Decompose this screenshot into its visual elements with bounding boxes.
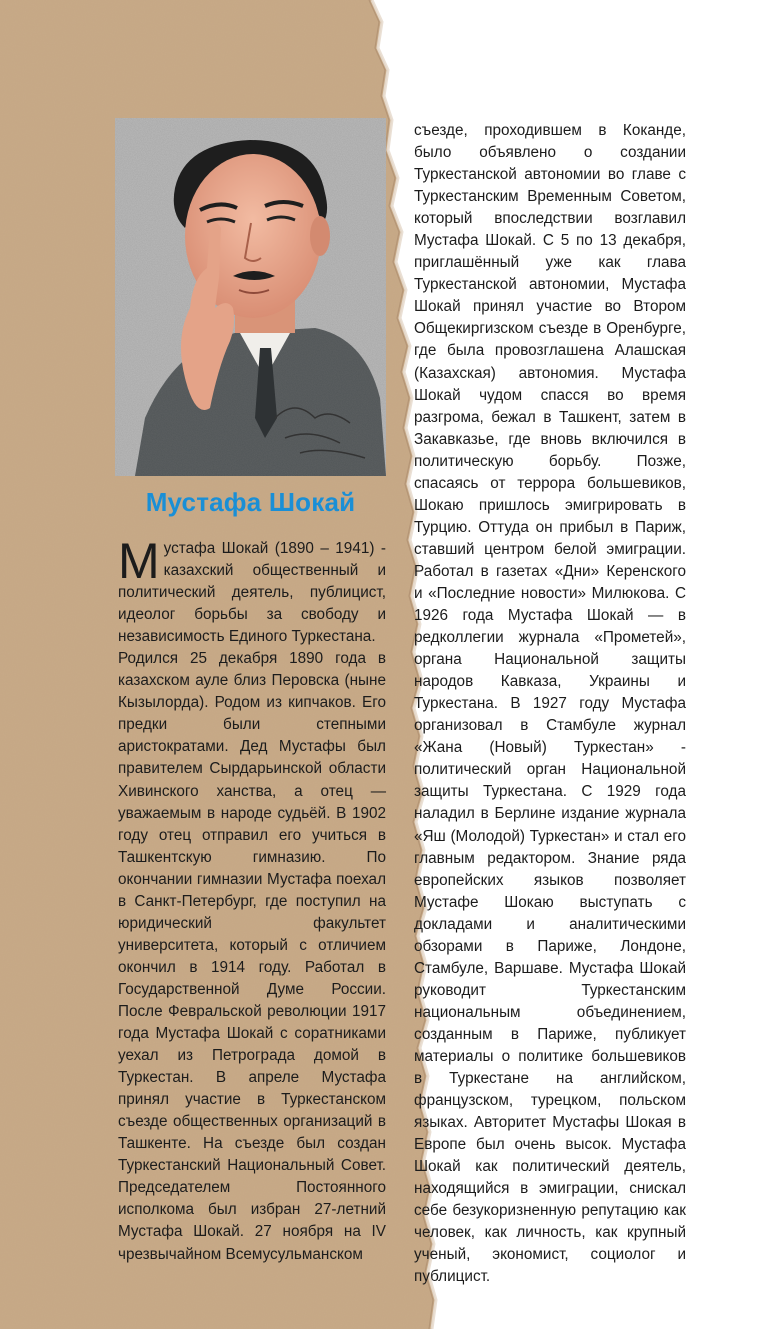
- intro-paragraph: [118, 533, 386, 648]
- left-text-column: [118, 533, 386, 1266]
- portrait-drawing: [115, 118, 386, 476]
- biography-continuation-paragraph: съезде, проходившем в Коканде, было объявлено о создании Туркестанской автономии во главе с Туркестанским Временным Советом, который впоследствии возглавил Мустафа Шокай. С 5 по 13 декабря, приглашённый уже как глава Туркестанской автономии, Мустафа Шокай принял участие во Втором Общекиргизском съезде в Оренбурге, где была провозглашена Алашская (Казахская) автономия. Мустафа Шокай чудом спасся во время разгрома, бежал в Ташкент, затем в Закавказье, где вновь включился в политическую борьбу. Позже, спасаясь от террора большевиков, Шокаю пришлось эмигрировать в Турцию. Оттуда он прибыл в Париж, ставший центром белой эмиграции. Работал в газетах «Дни» Керенского и «Последние новости» Милюкова. С 1926 года Мустафа Шокай — в редколлегии журнала «Прометей», органа Национальной защиты народов Кавказа, Украины и Туркестана. В 1927 году Мустафа организовал в Стамбуле журнал «Жана (Новый) Туркестан» - политический орган Национальной защиты Туркестана. С 1929 года наладил в Берлине издание журнала «Яш (Молодой) Туркестан» и стал его главным редактором. Знание ряда европейских языков позволяет Мустафе Шокаю выступать с докладами и аналитическими обзорами в Париже, Лондоне, Стамбуле, Варшаве. Мустафа Шокай руководит Туркестанским национальным объединением, созданным в Париже, публикует материалы о политике большевиков в Туркестане на английском, французском, турецком, польском языках. Авторитет Мустафы Шокая в Европе был очень высок. Мустафа Шокай как политический деятель, находящийся в эмиграции, снискал себе безукоризненную репутацию как человек, как личность, как крупный ученый, экономист, социолог и публицист.: [414, 122, 686, 1286]
- dropcap-letter: М: [118, 533, 160, 589]
- portrait-image: [115, 118, 386, 476]
- page-title: Мустафа Шокай: [145, 487, 356, 517]
- intro-text: устафа Шокай (1890 – 1941) - казахский общественный и политический деятель, публицист, идеолог борьбы за свободу и независимость Единого Туркестана.: [118, 540, 386, 646]
- right-text-column: [414, 120, 686, 1288]
- biography-paragraph: Родился 25 декабря 1890 года в казахском ауле близ Перовска (ныне Кызылорда). Родом из кипчаков. Его предки были степными аристократами. Дед Мустафы был правителем Сырдарьинской области Хивинского ханства, а отец — уважаемым в народе судьёй. В 1902 году отец отправил его учиться в Ташкентскую гимназию. По окончании гимназии Мустафа поехал в Санкт-Петербург, где поступил на юридический факультет университета, который с отличием окончил в 1914 году. Работал в Государственной Думе России. После Февральской революции 1917 года Мустафа Шокай с соратниками уехал из Петрограда домой в Туркестан. В апреле Мустафа принял участие в Туркестанском съезде общественных организаций в Ташкенте. На съезде был создан Туркестанский Национальный Совет. Председателем Постоянного исполкома был избран 27-летний Мустафа Шокай. 27 ноября на IV чрезвычайном Всемусульманском: [118, 650, 386, 1263]
